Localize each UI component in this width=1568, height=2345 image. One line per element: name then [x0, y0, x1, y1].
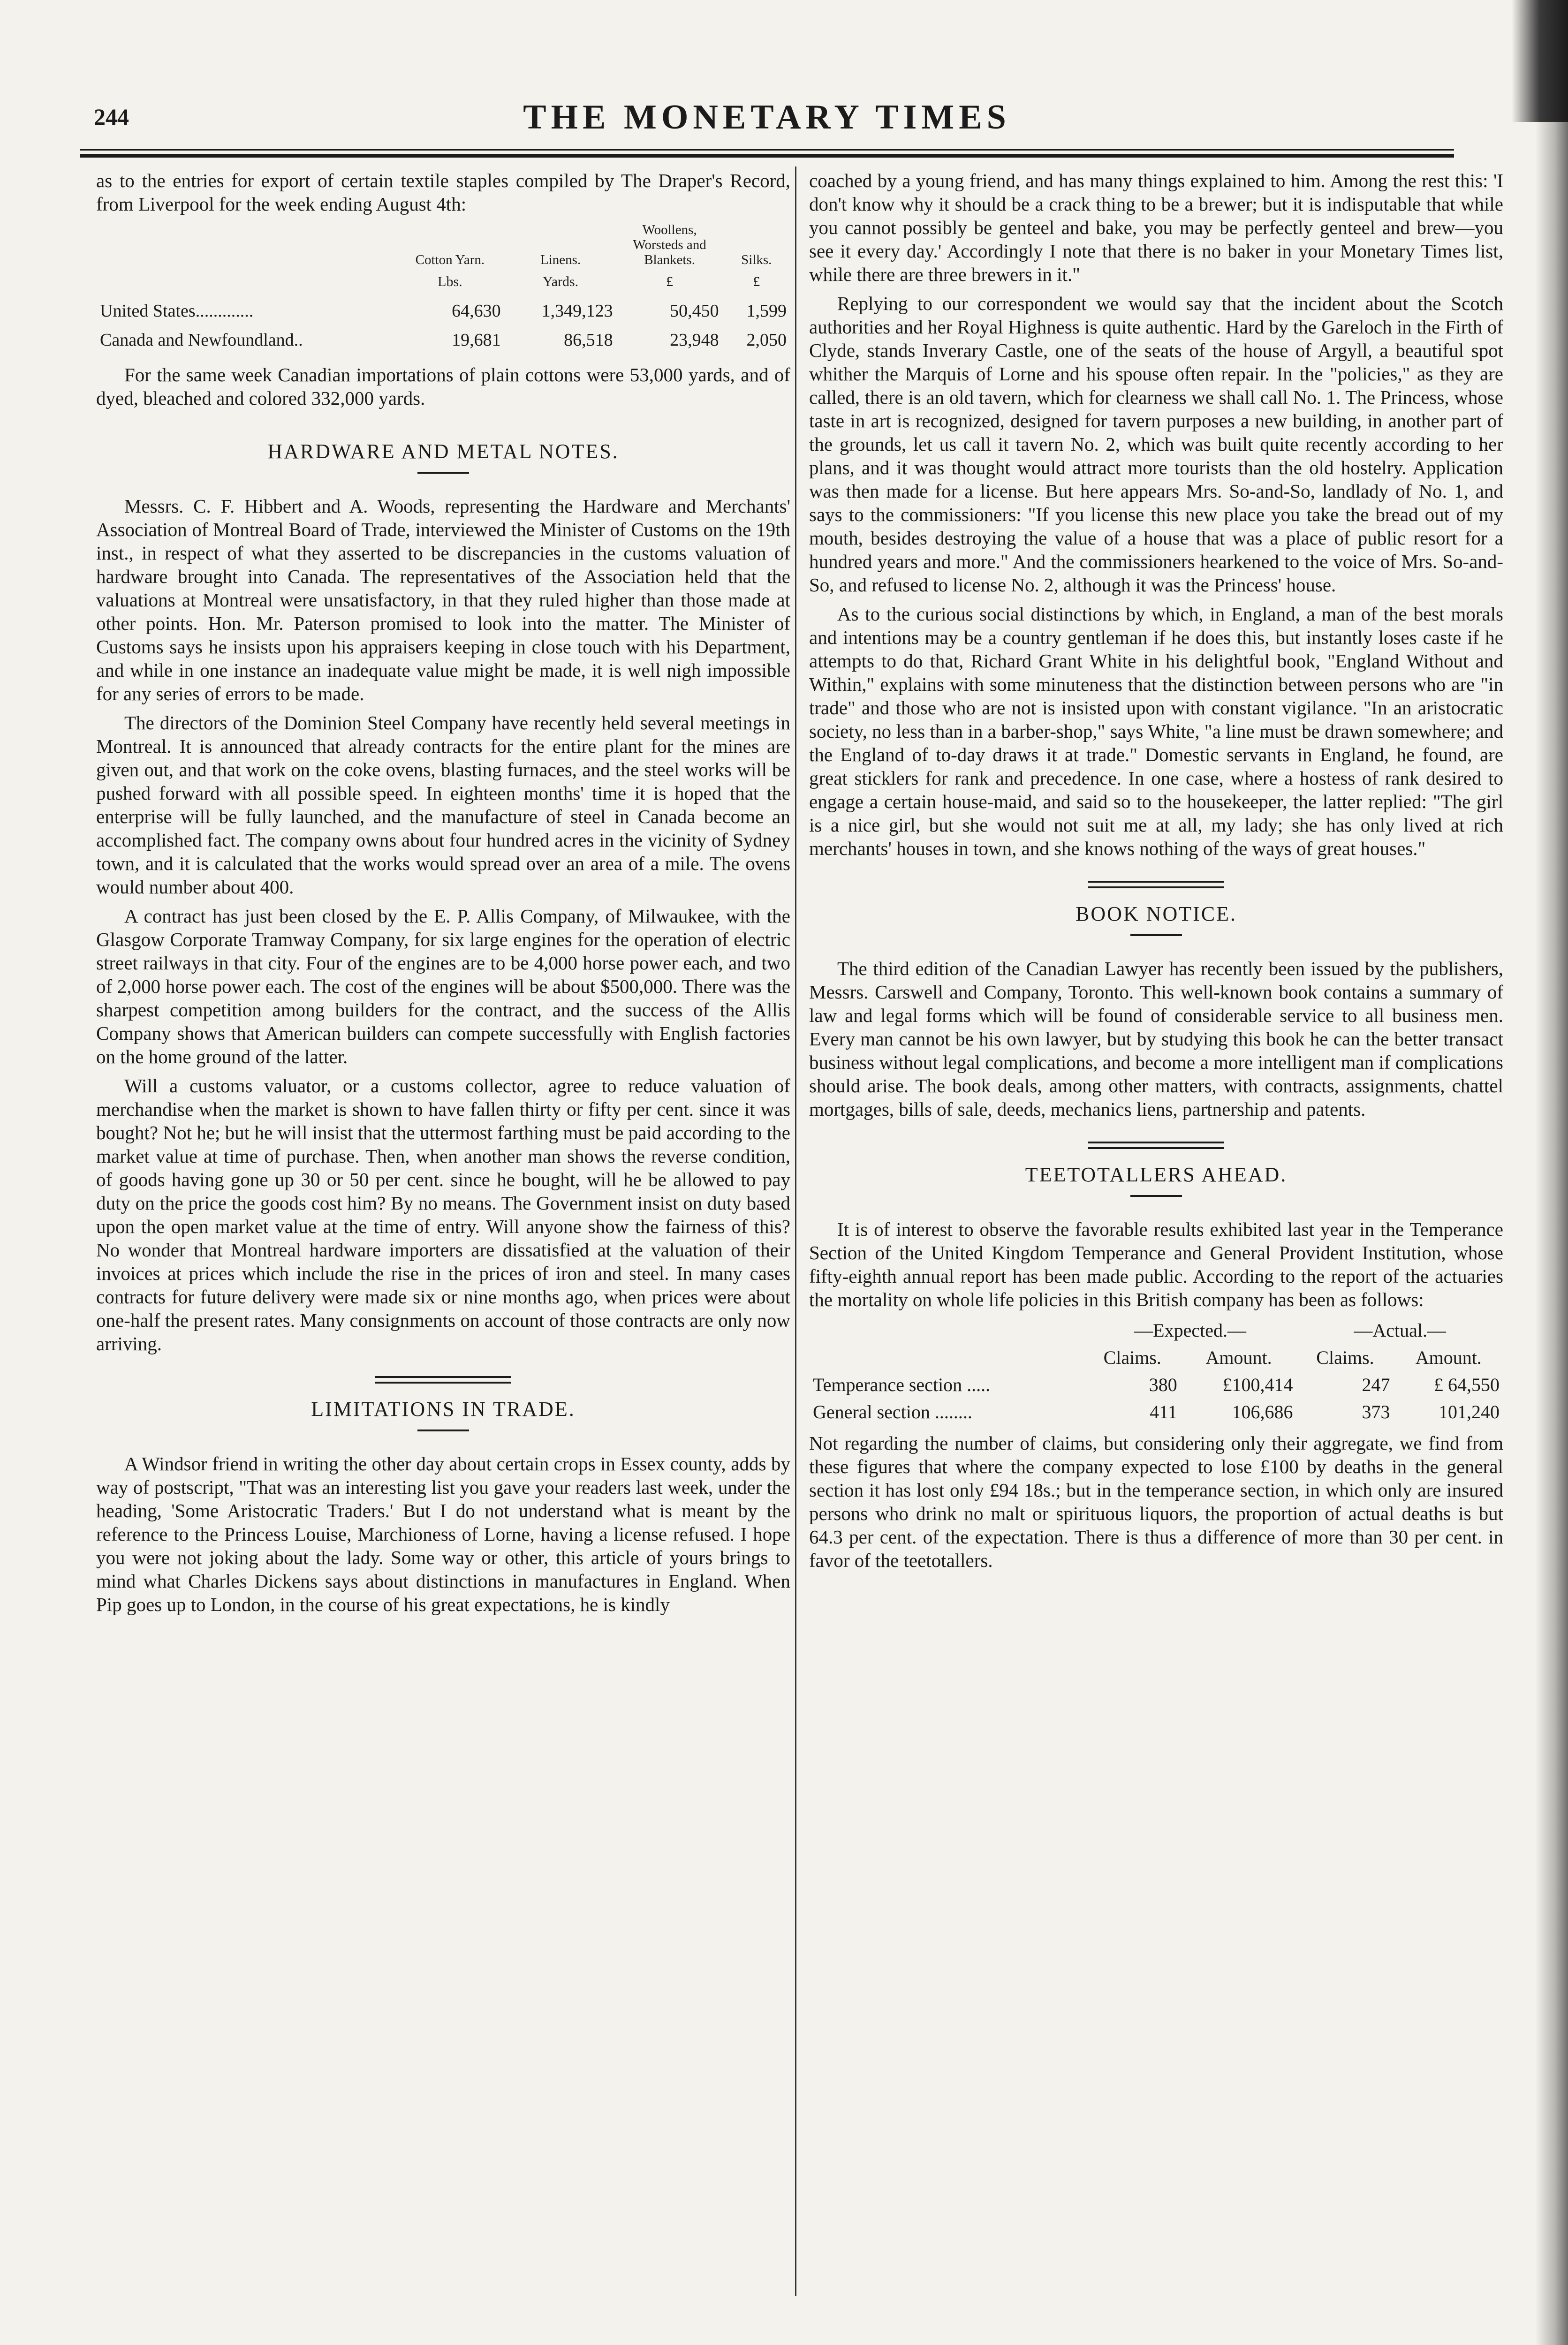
- mortality-subheader: Claims.: [1103, 1347, 1161, 1368]
- textile-export-table: [96, 222, 790, 355]
- row-label-temperance: Temperance section .....: [813, 1374, 991, 1395]
- textile-unit-cotton: Lbs.: [438, 274, 462, 289]
- header-rule-thin: [80, 149, 1454, 151]
- right-column: [809, 169, 1503, 1578]
- limitations-continued-3: As to the curious social distinctions by which, in England, a man of the best morals and intentions may be a country gentleman if he does this, but instantly loses caste if he attempts to do that, Richard Grant White in his delightful book, "England Without and Within," explains with some minuteness that the distinction between persons who are "in trade" and those who are not is insisted upon with constant vigilance. "In an aristocratic society, no less than in a barber-shop," says White, "a line must be drawn somewhere; and the England of to-day draws it at trade." Domestic servants in England, he found, are great sticklers for rank and precedence. In one case, where a hostess of rank desired to engage a certain house-maid, and said so to the housekeeper, the latter replied: "The girl is a nice girl, but she would not suit me at all, my lady; she has only lived at rich merchants' houses in town, and she knows nothing of the ways of great houses.": [809, 603, 1503, 859]
- column-divider: [795, 166, 796, 2296]
- table-row: [96, 296, 790, 325]
- teetotallers-paragraph-2: Not regarding the number of claims, but considering only their aggregate, we find from these figures that where the company expected to lose £100 by deaths in the general section it has lost only £94 18s.; but in the temperance section, in which only are insured persons who drink no malt or spirituous liquors, the proportion of actual deaths is but 64.3 per cent. of the expectation. There is thus a difference of more than 30 per cent. in favor of the teetotallers.: [809, 1432, 1503, 1571]
- page-header: [80, 94, 1454, 150]
- textile-header-woollens: Woollens, Worsteds and Blankets.: [633, 222, 706, 267]
- teetotallers-paragraph-1: It is of interest to observe the favorable results exhibited last year in the Temperance Section of the United Kingdom Temperance and General Provident Institution, whose fifty-eighth annual report has been made public. According to the report of the actuaries the mortality on whole life policies in this British company has been as follows:: [809, 1218, 1503, 1310]
- table-cell: 2,050: [746, 330, 787, 350]
- mortality-subheader-blank: [809, 1344, 1084, 1371]
- mortality-subheader-row: [809, 1344, 1503, 1371]
- table-cell: 373: [1362, 1401, 1390, 1422]
- limitations-continued-2: Replying to our correspondent we would say that the incident about the Scotch authorities and her Royal Highness is quite authentic. Hard by the Gareloch in the Firth of Clyde, stands Inverary Castle, one of the seats of the house of Argyll, a beautiful spot whither the Marquis of Lorne and his spouse often repair. In the "policies," as they are called, there is an old tavern, which for clearness we shall call No. 1. The Princess, whose taste in art is recognized, designed for tavern purposes a new building, in another part of the grounds, let us call it tavern No. 2, which was built quite recently according to her plans, and it was thought would attract more tourists than the old hostelry. Application was then made for a license. But here appears Mrs. So-and-So, landlady of No. 1, and says to the commissioners: "If you license this new place you take the bread out of my mouth, besides destroying the value of a house that was a place of public resort for a hundred years and more." And the commissioners hearkened to the voice of Mrs. So-and-So, and refused to license No. 2, although it was the Princess' house.: [809, 293, 1503, 596]
- table-row: [96, 325, 790, 355]
- masthead-title: THE MONETARY TIMES: [523, 98, 1011, 136]
- textile-header-linens: Linens.: [540, 252, 581, 267]
- table-cell: 106,686: [1232, 1401, 1293, 1422]
- textile-header-blank: [96, 222, 395, 267]
- textile-unit-linens: Yards.: [543, 274, 579, 289]
- mortality-table: [809, 1317, 1503, 1426]
- table-cell: 50,450: [670, 301, 719, 321]
- page-number: 244: [94, 104, 129, 130]
- hardware-paragraph-2: The directors of the Dominion Steel Company have recently held several meetings in Montreal. It is announced that already contracts for the entire plant for the mines are given out, and that work on the coke ovens, blasting furnaces, and the steel works will be pushed forward with all possible speed. In eighteen months' time it is hoped that the enterprise will be fully launched, and the manufacture of steel in Canada become an accomplished fact. The company owns about four hundred acres in the vicinity of Sydney town, and it is calculated that the works would spread over an area of a mile. The ovens would number about 400.: [96, 712, 790, 898]
- table-cell: 380: [1149, 1374, 1177, 1395]
- table-cell: 1,599: [746, 301, 787, 321]
- mortality-header-blank: [809, 1317, 1084, 1344]
- hardware-paragraph-3: A contract has just been closed by the E. P. Allis Company, of Milwaukee, with the Glasgow Corporate Tramway Company, for six large engines for the operation of electric street railways in that city. Four of the engines are to be 4,000 horse power each, and two of 2,000 horse power each. The cost of the engines will be about $500,000. There was the sharpest competition among builders for the contract, and the success of the Allis Company shows that American builders can compete successfully with English factories on the home ground of the latter.: [96, 905, 790, 1067]
- left-column: [96, 169, 790, 1622]
- book-notice-title: BOOK NOTICE.: [1076, 902, 1237, 925]
- header-rule-thick: [80, 154, 1454, 158]
- mortality-subheader: Claims.: [1316, 1347, 1374, 1368]
- mortality-subheader: Amount.: [1205, 1347, 1272, 1368]
- textile-header-silks: Silks.: [741, 252, 772, 267]
- textile-units-row: [96, 267, 790, 296]
- title-rule: [1130, 1195, 1182, 1197]
- textile-unit-blank: [96, 267, 395, 296]
- title-rule: [1130, 934, 1182, 936]
- table-cell: 411: [1150, 1401, 1177, 1422]
- table-row: [809, 1399, 1503, 1426]
- limitations-paragraph-1: A Windsor friend in writing the other day about certain crops in Essex county, adds by way of postscript, "That was an interesting list you gave your readers last week, under the heading, 'Some Aristocratic Traders.' But I do not understand what is meant by the reference to the Princess Louise, Marchioness of Lorne, having a license refused. I hope you were not joking about the lady. Some way or other, this article of yours brings to mind what Charles Dickens says about distinctions in manufactures in England. When Pip goes up to London, in the course of his great expectations, he is kindly: [96, 1453, 790, 1615]
- table-cell: 86,518: [564, 330, 613, 350]
- mortality-header-expected: —Expected.—: [1134, 1320, 1246, 1341]
- table-cell: 64,630: [452, 301, 501, 321]
- textile-header-cotton: Cotton Yarn.: [415, 252, 485, 267]
- mortality-group-header-row: [809, 1317, 1503, 1344]
- table-cell: 247: [1362, 1374, 1390, 1395]
- row-label-canada: Canada and Newfoundland..: [100, 330, 303, 350]
- table-cell: 101,240: [1439, 1401, 1500, 1422]
- title-rule: [417, 472, 469, 474]
- hardware-paragraph-4: Will a customs valuator, or a customs collector, agree to reduce valuation of merchandise when the market is shown to have fallen thirty or fifty per cent. since it was bought? Not he; but he will insist that the uttermost farthing must be paid according to the market value at time of purchase. Then, when another man shows the reverse condition, of goods having gone up 30 or 50 per cent. since he bought, will he be allowed to pay duty on the price the goods cost him? By no means. The Government insist on duty based upon the open market value at the time of entry. Will anyone show the fairness of this? No wonder that Montreal hardware importers are dissatisfied at the valuation of their invoices at prices which include the rise in the prices of iron and steel. In many cases contracts for future delivery were made six or nine months ago, when prices were about one-half the present rates. Many consignments on account of those contracts are only now arriving.: [96, 1075, 790, 1354]
- table-cell: 19,681: [452, 330, 501, 350]
- table-cell: £100,414: [1222, 1374, 1293, 1395]
- book-notice-paragraph: The third edition of the Canadian Lawyer has recently been issued by the publishers, Messrs. Carswell and Company, Toronto. This well-known book contains a summary of law and legal forms which will be found of considerable service to all business men. Every man cannot be his own lawyer, but by studying this book he can the better transact business without legal complications, and become a more intelligent man if complications should arise. The book deals, among other matters, with contracts, assignments, chattel mortgages, bills of sale, deeds, mechanics liens, partnership and patents.: [809, 958, 1503, 1120]
- textile-intro: as to the entries for export of certain textile staples compiled by The Draper's Record, from Liverpool for the week ending August 4th:: [96, 170, 790, 215]
- section-double-rule: [1088, 1142, 1224, 1149]
- table-row: [809, 1371, 1503, 1399]
- row-label-general: General section ........: [813, 1401, 972, 1422]
- hardware-section-title: HARDWARE AND METAL NOTES.: [267, 440, 619, 463]
- mortality-subheader: Amount.: [1415, 1347, 1482, 1368]
- limitations-continued-1: coached by a young friend, and has many things explained to him. Among the rest this: 'I don't know why it should be a crack thing to be a brewer; but it is indisputable that while you cannot possibly be genteel and bake, you may be perfectly genteel and brew—you see it every day.' Accordingly I note that there is no baker in your Monetary Times list, while there are three brewers in it.": [809, 170, 1503, 285]
- title-rule: [417, 1430, 469, 1431]
- mortality-header-actual: —Actual.—: [1354, 1320, 1447, 1341]
- row-label-united-states: United States.............: [100, 301, 254, 321]
- hardware-paragraph-1: Messrs. C. F. Hibbert and A. Woods, representing the Hardware and Merchants' Association of Montreal Board of Trade, interviewed the Minister of Customs on the 19th inst., in respect of what they asserted to be discrepancies in the customs valuation of hardware brought into Canada. The representatives of the Association held that the valuations at Montreal were unsatisfactory, in that they ruled higher than those made at other points. Hon. Mr. Paterson promised to look into the matter. The Minister of Customs says he insists upon his appraisers keeping in close touch with his Department, and while in one instance an inadequate value might be made, it is well nigh impossible for any series of errors to be made.: [96, 495, 790, 704]
- textile-unit-woollens: £: [666, 274, 674, 289]
- textile-header-row: [96, 222, 790, 267]
- table-cell: £ 64,550: [1434, 1374, 1500, 1395]
- limitations-section-title: LIMITATIONS IN TRADE.: [311, 1398, 576, 1421]
- scan-corner-shadow: [1512, 0, 1568, 122]
- section-double-rule: [375, 1376, 511, 1384]
- teetotallers-title: TEETOTALLERS AHEAD.: [1025, 1163, 1288, 1186]
- table-cell: 1,349,123: [541, 301, 613, 321]
- textile-unit-silks: £: [753, 274, 760, 289]
- table-cell: 23,948: [670, 330, 719, 350]
- textile-note: For the same week Canadian importations of plain cottons were 53,000 yards, and of dyed, bleached and colored 332,000 yards.: [96, 364, 790, 409]
- scan-shadow-edge: [1535, 0, 1568, 2345]
- section-double-rule: [1088, 881, 1224, 888]
